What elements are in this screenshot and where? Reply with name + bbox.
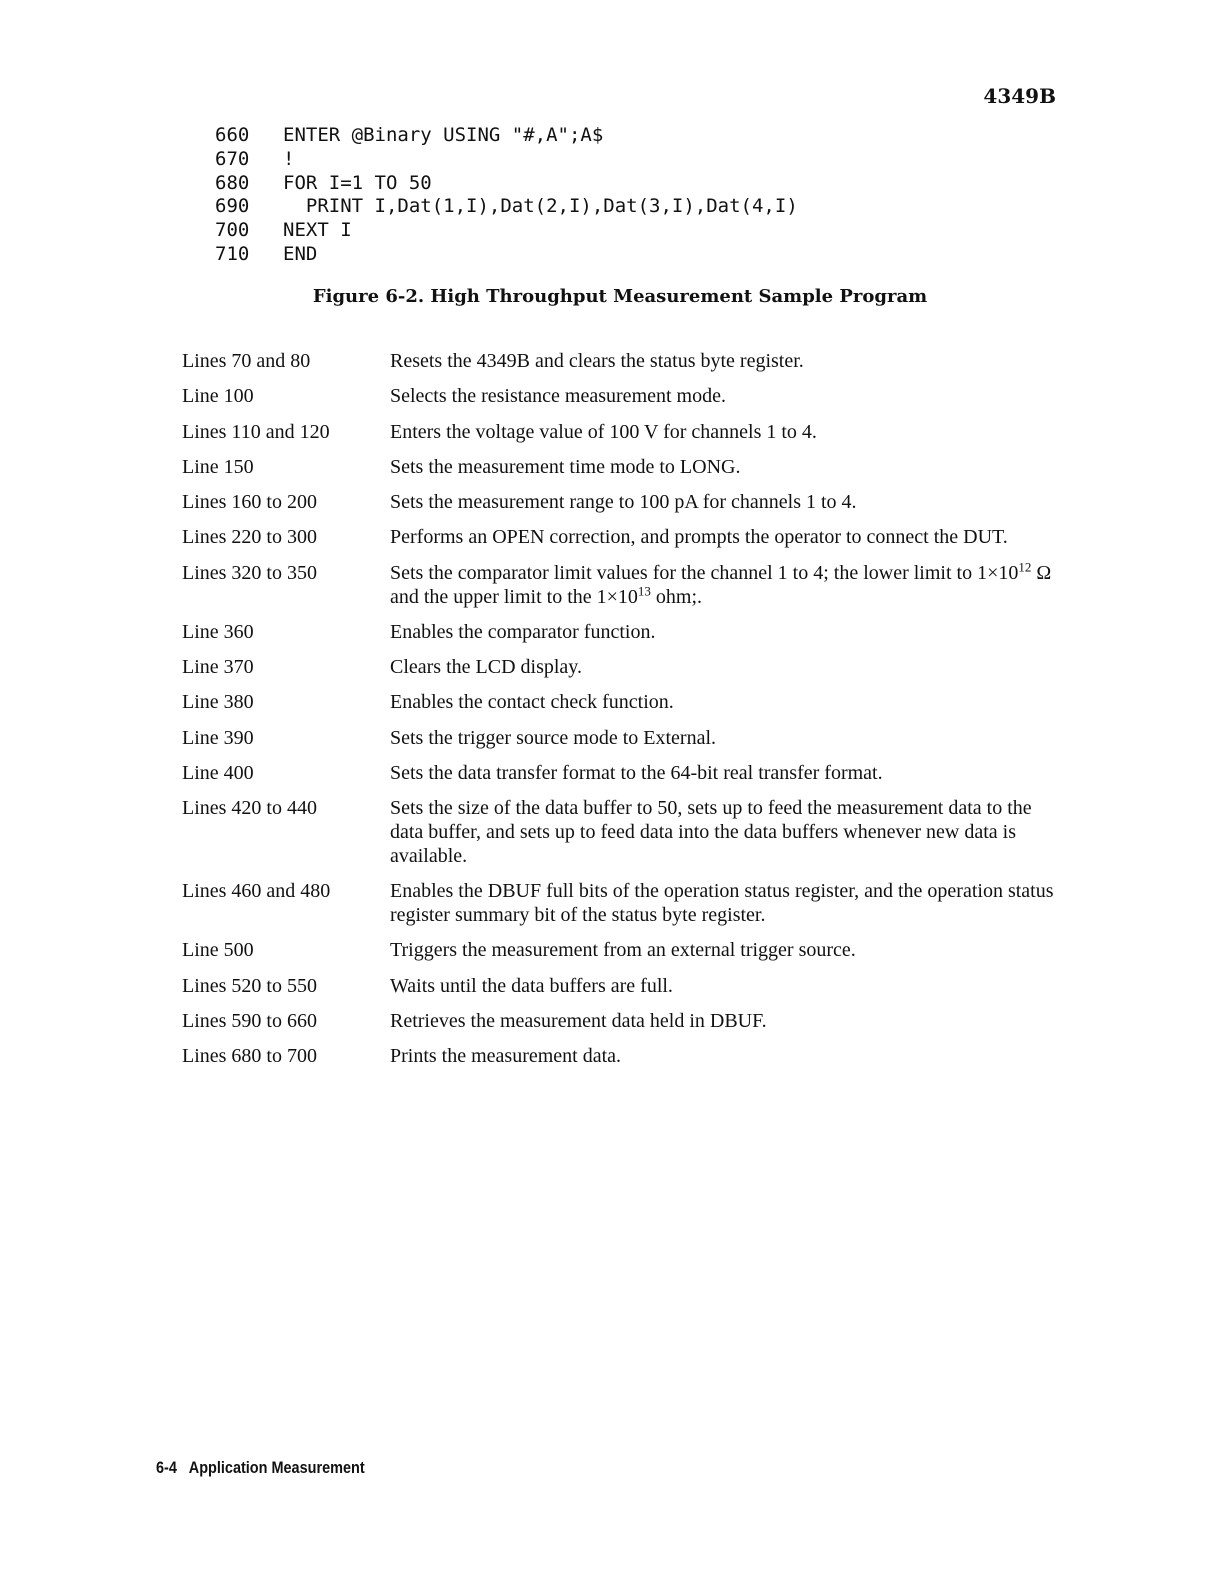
line-description: Performs an OPEN correction, and prompts the operator to connect the DUT.	[390, 526, 1008, 549]
description-row	[182, 691, 1062, 715]
description-text-part: Ω and the upper limit to the 1×10	[390, 561, 1052, 608]
line-range-label: Lines 590 to 660	[182, 1009, 317, 1032]
description-row	[182, 621, 1062, 645]
line-description: Sets the data transfer format to the 64-bit real transfer format.	[390, 762, 883, 785]
line-description-list	[182, 350, 1062, 1081]
description-row	[182, 1045, 1062, 1069]
line-description	[390, 559, 1062, 610]
exponent: 13	[637, 582, 651, 598]
code-line	[215, 195, 798, 219]
line-description: Prints the measurement data.	[390, 1045, 622, 1068]
line-range-label: Line 150	[182, 455, 254, 478]
description-row	[182, 656, 1062, 680]
footer-section-title: Application Measurement	[188, 1458, 365, 1477]
page-number: 6-4	[156, 1458, 177, 1477]
description-row	[182, 559, 1062, 610]
code-listing	[215, 124, 798, 267]
line-description: Sets the trigger source mode to External.	[390, 726, 717, 749]
description-row	[182, 1010, 1062, 1034]
line-range-label: Lines 220 to 300	[182, 526, 317, 549]
line-range-label: Line 380	[182, 691, 254, 714]
code-line	[215, 219, 798, 243]
line-range-label: Lines 110 and 120	[182, 420, 330, 443]
line-range-label: Line 500	[182, 939, 254, 962]
code-line-text: ENTER @Binary USING "#,A";A$	[283, 124, 604, 146]
code-line-text: FOR I=1 TO 50	[283, 171, 432, 194]
line-description: Enables the contact check function.	[390, 691, 674, 714]
line-description: Sets the measurement range to 100 pA for channels 1 to 4.	[390, 491, 857, 514]
code-line-text: PRINT I,Dat(1,I),Dat(2,I),Dat(3,I),Dat(4,I)	[283, 195, 798, 218]
code-line-number: 700	[215, 219, 250, 242]
code-line-number: 680	[215, 171, 250, 194]
description-text-part: Sets the comparator limit values for the channel 1 to 4; the lower limit to 1×10	[390, 561, 1019, 584]
code-line	[215, 172, 798, 196]
code-line-number: 710	[215, 242, 250, 265]
code-line-number: 690	[215, 195, 250, 218]
code-line-number: 670	[215, 147, 250, 170]
line-description: Clears the LCD display.	[390, 656, 583, 679]
line-range-label: Lines 320 to 350	[182, 561, 317, 584]
code-line	[215, 148, 798, 172]
description-row	[182, 350, 1062, 374]
line-description: Resets the 4349B and clears the status byte register.	[390, 350, 804, 372]
code-line-text: NEXT I	[283, 219, 352, 242]
code-line-text: END	[283, 242, 318, 265]
line-description: Retrieves the measurement data held in DBUF.	[390, 1009, 767, 1032]
description-row	[182, 939, 1062, 963]
line-range-label: Line 400	[182, 762, 254, 785]
description-row	[182, 727, 1062, 751]
page-footer	[156, 1458, 365, 1478]
line-range-label: Line 370	[182, 656, 254, 679]
code-line-number: 660	[215, 124, 250, 146]
description-row	[182, 385, 1062, 409]
description-text-part: ohm;.	[650, 585, 703, 608]
line-description: Enables the DBUF full bits of the operation status register, and the operation status register summary bit of the status byte register.	[390, 880, 1054, 927]
line-description: Enters the voltage value of 100 V for channels 1 to 4.	[390, 420, 817, 443]
line-range-label: Lines 160 to 200	[182, 491, 317, 514]
code-line	[215, 243, 798, 267]
model-header: 4349B	[983, 84, 1056, 108]
line-description: Sets the size of the data buffer to 50, sets up to feed the measurement data to the data buffer, and sets up to feed data into the data buffers whenever new data is available.	[390, 797, 1032, 867]
description-row	[182, 456, 1062, 480]
description-row	[182, 491, 1062, 515]
line-range-label: Lines 70 and 80	[182, 350, 311, 372]
description-row	[182, 975, 1062, 999]
line-description: Sets the measurement time mode to LONG.	[390, 455, 741, 478]
figure-caption: Figure 6-2. High Throughput Measurement Sample Program	[312, 286, 928, 307]
exponent: 12	[1018, 559, 1032, 575]
code-line-text: !	[283, 147, 295, 170]
line-range-label: Line 360	[182, 620, 254, 643]
description-row	[182, 797, 1062, 868]
line-range-label: Lines 680 to 700	[182, 1045, 317, 1068]
line-range-label: Line 100	[182, 385, 254, 408]
line-description: Enables the comparator function.	[390, 620, 656, 643]
line-description: Triggers the measurement from an external trigger source.	[390, 939, 856, 962]
description-row	[182, 762, 1062, 786]
line-description: Selects the resistance measurement mode.	[390, 385, 726, 408]
description-row	[182, 421, 1062, 445]
line-range-label: Lines 520 to 550	[182, 974, 317, 997]
code-line	[215, 124, 798, 148]
line-range-label: Lines 460 and 480	[182, 880, 331, 903]
description-row	[182, 526, 1062, 550]
line-range-label: Lines 420 to 440	[182, 797, 317, 820]
description-row	[182, 880, 1062, 928]
line-description: Waits until the data buffers are full.	[390, 974, 673, 997]
line-range-label: Line 390	[182, 726, 254, 749]
